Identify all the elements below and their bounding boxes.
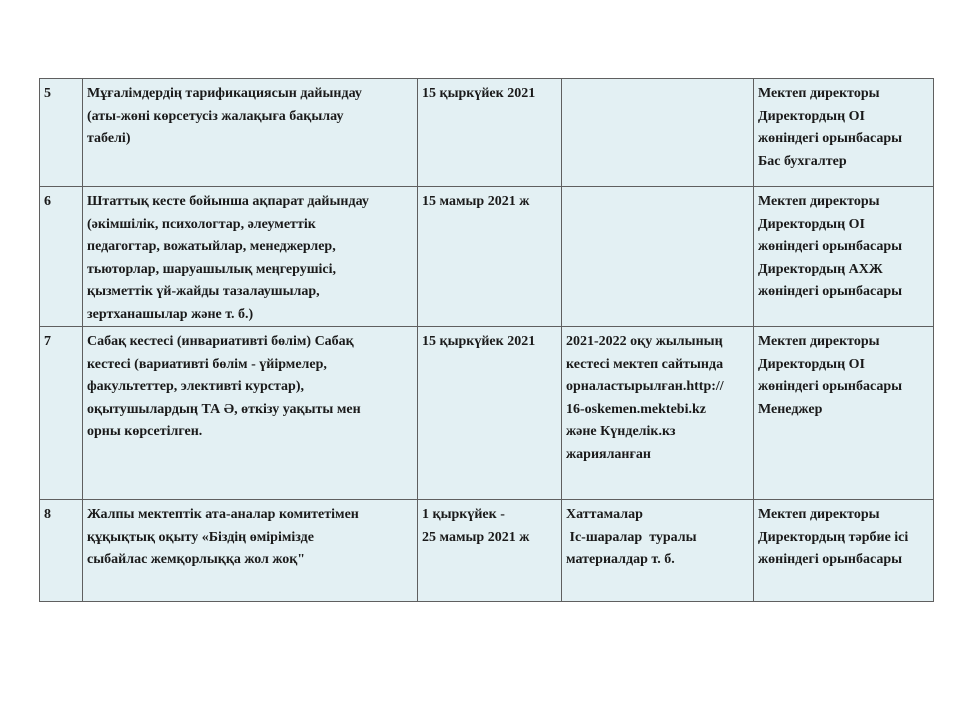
result-line: орналастырылған.http:// bbox=[566, 379, 724, 394]
responsible-line: Бас бухгалтер bbox=[758, 153, 847, 169]
row-number-cell bbox=[40, 187, 83, 327]
responsible-line: Директордың тәрбие ісі bbox=[758, 529, 909, 545]
task-line: зертханашылар және т. б.) bbox=[87, 306, 254, 322]
responsible-line: Менеджер bbox=[758, 401, 823, 417]
task-cell bbox=[83, 327, 418, 500]
responsible-cell bbox=[754, 79, 934, 187]
row-number-cell bbox=[40, 327, 83, 500]
task-line: кестесі (вариативті бөлім - үйірмелер, bbox=[87, 356, 327, 372]
task-cell bbox=[83, 187, 418, 327]
responsible-line: Директордың ОІ bbox=[758, 108, 865, 124]
task-line: орны көрсетілген. bbox=[87, 424, 203, 439]
responsible-line: жөніндегі орынбасары bbox=[758, 284, 903, 299]
row-number-cell bbox=[40, 500, 83, 602]
date-cell bbox=[418, 187, 562, 327]
result-line: Іс-шаралар туралы bbox=[566, 529, 697, 545]
row-number-cell bbox=[40, 79, 83, 187]
task-line: (аты-жөні көрсетусіз жалақыға бақылау bbox=[87, 108, 344, 124]
plan-table-body bbox=[40, 79, 934, 602]
responsible-line: Директордың ОІ bbox=[758, 216, 865, 232]
responsible-line: Директордың АХЖ bbox=[758, 261, 883, 277]
task-line: педагогтар, вожатыйлар, менеджерлер, bbox=[87, 239, 336, 254]
result-line: 16-oskemen.mektebi.kz bbox=[566, 401, 706, 417]
result-cell bbox=[562, 327, 754, 500]
date-line: 15 мамыр 2021 ж bbox=[422, 194, 530, 209]
task-line: тьюторлар, шаруашылық меңгерушісі, bbox=[87, 261, 337, 277]
task-line: факультеттер, элективті курстар), bbox=[87, 379, 304, 394]
result-cell bbox=[562, 500, 754, 602]
responsible-cell bbox=[754, 327, 934, 500]
task-line: қызметтік үй-жайды тазалаушылар, bbox=[87, 284, 320, 299]
task-line: Мұғалімдердің тарификациясын дайындау bbox=[87, 86, 362, 101]
plan-table bbox=[39, 78, 934, 602]
result-line: 2021-2022 оқу жылының bbox=[566, 334, 723, 349]
responsible-cell bbox=[754, 500, 934, 602]
result-cell bbox=[562, 187, 754, 327]
responsible-line: Мектеп директоры bbox=[758, 507, 880, 522]
date-cell bbox=[418, 500, 562, 602]
task-cell bbox=[83, 79, 418, 187]
result-line: материалдар т. б. bbox=[566, 552, 675, 567]
result-line: Хаттамалар bbox=[566, 507, 643, 522]
date-line: 1 қыркүйек - bbox=[422, 507, 505, 522]
responsible-line: жөніндегі орынбасары bbox=[758, 379, 903, 394]
table-row bbox=[40, 500, 934, 602]
task-line: Штаттық кесте бойынша ақпарат дайындау bbox=[87, 194, 369, 209]
date-line: 15 қыркүйек 2021 bbox=[422, 86, 536, 101]
task-line: табелі) bbox=[87, 131, 131, 146]
task-line: (әкімшілік, психологтар, әлеуметтік bbox=[87, 216, 316, 232]
result-line: кестесі мектеп сайтында bbox=[566, 356, 724, 372]
task-line: сыбайлас жемқорлыққа жол жоқ" bbox=[87, 552, 306, 567]
table-row bbox=[40, 79, 934, 187]
date-cell bbox=[418, 327, 562, 500]
row-number: 8 bbox=[44, 507, 51, 522]
responsible-line: Мектеп директоры bbox=[758, 334, 880, 349]
table-row bbox=[40, 187, 934, 327]
result-line: жарияланған bbox=[566, 446, 651, 462]
result-cell bbox=[562, 79, 754, 187]
row-number: 6 bbox=[44, 194, 51, 209]
responsible-line: жөніндегі орынбасары bbox=[758, 552, 903, 567]
task-line: құқықтық оқыту «Біздің өмірімізде bbox=[87, 529, 314, 545]
responsible-line: жөніндегі орынбасары bbox=[758, 239, 903, 254]
responsible-line: жөніндегі орынбасары bbox=[758, 131, 903, 146]
result-line: және Күнделік.кз bbox=[566, 424, 676, 439]
row-number: 5 bbox=[44, 86, 51, 101]
row-number: 7 bbox=[44, 334, 51, 349]
responsible-cell bbox=[754, 187, 934, 327]
task-line: Жалпы мектептік ата-аналар комитетімен bbox=[87, 507, 359, 522]
responsible-line: Мектеп директоры bbox=[758, 194, 880, 209]
date-cell bbox=[418, 79, 562, 187]
date-line: 15 қыркүйек 2021 bbox=[422, 334, 536, 349]
date-line: 25 мамыр 2021 ж bbox=[422, 529, 530, 545]
task-line: Сабақ кестесі (инвариативті бөлім) Сабақ bbox=[87, 334, 354, 349]
task-cell bbox=[83, 500, 418, 602]
table-row bbox=[40, 327, 934, 500]
task-line: оқытушылардың ТА Ә, өткізу уақыты мен bbox=[87, 401, 361, 417]
responsible-line: Мектеп директоры bbox=[758, 86, 880, 101]
responsible-line: Директордың ОІ bbox=[758, 356, 865, 372]
